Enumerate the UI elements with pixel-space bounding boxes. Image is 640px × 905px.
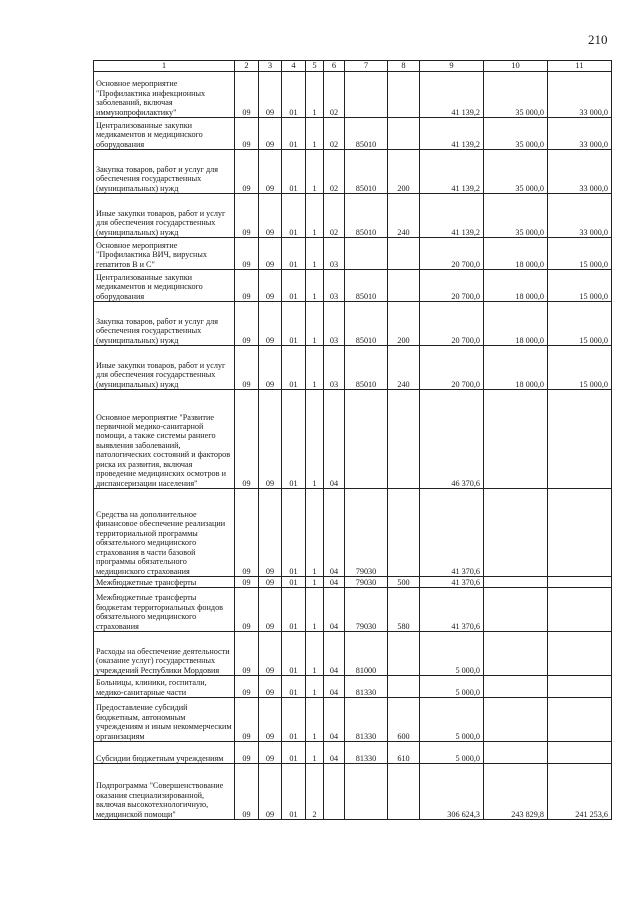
column-header-10: 10 bbox=[484, 61, 548, 72]
header-row bbox=[94, 61, 612, 72]
cell-event-code: 04 bbox=[324, 632, 345, 676]
cell-amount-year3: 241 253,6 bbox=[548, 764, 612, 820]
cell-amount-year1: 20 700,0 bbox=[420, 302, 484, 346]
cell-section-code: 09 bbox=[235, 742, 259, 764]
table-row bbox=[94, 270, 612, 302]
cell-program-code: 01 bbox=[282, 698, 306, 742]
cell-expense-type-code: 580 bbox=[388, 588, 420, 632]
cell-amount-year3 bbox=[548, 676, 612, 698]
cell-subprogram-code: 1 bbox=[306, 194, 324, 238]
column-header-4: 4 bbox=[282, 61, 306, 72]
cell-direction-code: 85010 bbox=[345, 302, 388, 346]
cell-amount-year3: 33 000,0 bbox=[548, 150, 612, 194]
cell-amount-year3: 15 000,0 bbox=[548, 270, 612, 302]
cell-subprogram-code: 1 bbox=[306, 390, 324, 489]
cell-expense-type-code: 200 bbox=[388, 302, 420, 346]
cell-amount-year3: 15 000,0 bbox=[548, 302, 612, 346]
cell-amount-year2: 243 829,8 bbox=[484, 764, 548, 820]
cell-expense-type-code bbox=[388, 764, 420, 820]
cell-expense-type-code bbox=[388, 390, 420, 489]
column-header-8: 8 bbox=[388, 61, 420, 72]
cell-section-code: 09 bbox=[235, 577, 259, 588]
cell-event-code bbox=[324, 764, 345, 820]
cell-expense-type-code: 240 bbox=[388, 194, 420, 238]
cell-program-code: 01 bbox=[282, 346, 306, 390]
cell-expense-type-code bbox=[388, 238, 420, 270]
cell-event-code: 04 bbox=[324, 489, 345, 577]
column-header-6: 6 bbox=[324, 61, 345, 72]
cell-section-code: 09 bbox=[235, 588, 259, 632]
cell-direction-code: 85010 bbox=[345, 118, 388, 150]
cell-name: Больницы, клиники, госпитали, медико-санитарные части bbox=[94, 676, 235, 698]
cell-amount-year1: 20 700,0 bbox=[420, 238, 484, 270]
cell-event-code: 04 bbox=[324, 588, 345, 632]
cell-event-code: 03 bbox=[324, 238, 345, 270]
table-row bbox=[94, 302, 612, 346]
cell-name: Подпрограмма "Совершенствование оказания специализированной, включая высокотехнологичную, медицинской помощи" bbox=[94, 764, 235, 820]
column-header-2: 2 bbox=[235, 61, 259, 72]
table-row bbox=[94, 390, 612, 489]
cell-amount-year3: 33 000,0 bbox=[548, 194, 612, 238]
cell-event-code: 04 bbox=[324, 742, 345, 764]
cell-amount-year1: 41 139,2 bbox=[420, 150, 484, 194]
cell-program-code: 01 bbox=[282, 588, 306, 632]
cell-subprogram-code: 1 bbox=[306, 489, 324, 577]
table-row bbox=[94, 588, 612, 632]
cell-program-code: 01 bbox=[282, 238, 306, 270]
cell-program-code: 01 bbox=[282, 764, 306, 820]
cell-event-code: 02 bbox=[324, 118, 345, 150]
cell-subsection-code: 09 bbox=[259, 118, 282, 150]
cell-subsection-code: 09 bbox=[259, 238, 282, 270]
cell-amount-year2: 35 000,0 bbox=[484, 118, 548, 150]
cell-name: Предоставление субсидий бюджетным, автономным учреждениям и иным некоммерческим организациям bbox=[94, 698, 235, 742]
cell-program-code: 01 bbox=[282, 676, 306, 698]
cell-name: Основное мероприятие "Профилактика ВИЧ, вирусных гепатитов В и С" bbox=[94, 238, 235, 270]
cell-amount-year1: 46 370,6 bbox=[420, 390, 484, 489]
cell-name: Иные закупки товаров, работ и услуг для обеспечения государственных (муниципальных) нужд bbox=[94, 346, 235, 390]
cell-direction-code: 81000 bbox=[345, 632, 388, 676]
cell-amount-year3 bbox=[548, 698, 612, 742]
cell-event-code: 04 bbox=[324, 676, 345, 698]
cell-subsection-code: 09 bbox=[259, 270, 282, 302]
cell-direction-code: 81330 bbox=[345, 742, 388, 764]
cell-section-code: 09 bbox=[235, 270, 259, 302]
cell-name: Средства на дополнительное финансовое обеспечение реализации территориальной программы обязательного медицинского страхования в части базовой программы обязательного медицинского страхования bbox=[94, 489, 235, 577]
cell-amount-year2 bbox=[484, 577, 548, 588]
cell-amount-year3 bbox=[548, 489, 612, 577]
cell-subprogram-code: 1 bbox=[306, 302, 324, 346]
table-row bbox=[94, 238, 612, 270]
cell-amount-year3 bbox=[548, 742, 612, 764]
cell-section-code: 09 bbox=[235, 72, 259, 118]
cell-expense-type-code bbox=[388, 72, 420, 118]
cell-name: Централизованные закупки медикаментов и медицинского оборудования bbox=[94, 118, 235, 150]
cell-amount-year2: 18 000,0 bbox=[484, 346, 548, 390]
table-row bbox=[94, 72, 612, 118]
cell-subprogram-code: 1 bbox=[306, 632, 324, 676]
cell-amount-year1: 41 370,6 bbox=[420, 489, 484, 577]
cell-program-code: 01 bbox=[282, 150, 306, 194]
cell-amount-year2 bbox=[484, 742, 548, 764]
cell-amount-year2: 18 000,0 bbox=[484, 302, 548, 346]
cell-amount-year1: 20 700,0 bbox=[420, 270, 484, 302]
cell-direction-code: 81330 bbox=[345, 676, 388, 698]
cell-subsection-code: 09 bbox=[259, 489, 282, 577]
cell-event-code: 02 bbox=[324, 72, 345, 118]
cell-amount-year1: 20 700,0 bbox=[420, 346, 484, 390]
cell-section-code: 09 bbox=[235, 150, 259, 194]
table-row bbox=[94, 489, 612, 577]
table-row bbox=[94, 764, 612, 820]
cell-amount-year3 bbox=[548, 588, 612, 632]
cell-subsection-code: 09 bbox=[259, 390, 282, 489]
cell-program-code: 01 bbox=[282, 489, 306, 577]
cell-subprogram-code: 1 bbox=[306, 588, 324, 632]
cell-amount-year2 bbox=[484, 489, 548, 577]
cell-amount-year1: 306 624,3 bbox=[420, 764, 484, 820]
cell-amount-year2 bbox=[484, 698, 548, 742]
column-header-5: 5 bbox=[306, 61, 324, 72]
column-header-3: 3 bbox=[259, 61, 282, 72]
cell-amount-year1: 5 000,0 bbox=[420, 742, 484, 764]
cell-program-code: 01 bbox=[282, 302, 306, 346]
cell-amount-year2 bbox=[484, 632, 548, 676]
cell-amount-year1: 41 370,6 bbox=[420, 588, 484, 632]
cell-direction-code: 79030 bbox=[345, 588, 388, 632]
cell-section-code: 09 bbox=[235, 346, 259, 390]
table-row bbox=[94, 742, 612, 764]
cell-program-code: 01 bbox=[282, 390, 306, 489]
table-row bbox=[94, 150, 612, 194]
cell-amount-year2: 35 000,0 bbox=[484, 72, 548, 118]
cell-subprogram-code: 1 bbox=[306, 698, 324, 742]
cell-direction-code bbox=[345, 238, 388, 270]
cell-subprogram-code: 1 bbox=[306, 118, 324, 150]
cell-amount-year2: 35 000,0 bbox=[484, 150, 548, 194]
cell-subprogram-code: 1 bbox=[306, 238, 324, 270]
cell-subsection-code: 09 bbox=[259, 72, 282, 118]
cell-subprogram-code: 1 bbox=[306, 577, 324, 588]
cell-subprogram-code: 1 bbox=[306, 676, 324, 698]
cell-direction-code: 85010 bbox=[345, 150, 388, 194]
cell-expense-type-code bbox=[388, 489, 420, 577]
cell-section-code: 09 bbox=[235, 194, 259, 238]
cell-amount-year3: 15 000,0 bbox=[548, 346, 612, 390]
cell-name: Закупка товаров, работ и услуг для обеспечения государственных (муниципальных) нужд bbox=[94, 150, 235, 194]
cell-program-code: 01 bbox=[282, 632, 306, 676]
cell-expense-type-code: 500 bbox=[388, 577, 420, 588]
table-row bbox=[94, 194, 612, 238]
cell-name: Централизованные закупки медикаментов и медицинского оборудования bbox=[94, 270, 235, 302]
column-header-1: 1 bbox=[94, 61, 235, 72]
table-row bbox=[94, 632, 612, 676]
cell-amount-year2: 18 000,0 bbox=[484, 270, 548, 302]
cell-subsection-code: 09 bbox=[259, 742, 282, 764]
cell-section-code: 09 bbox=[235, 676, 259, 698]
cell-amount-year1: 5 000,0 bbox=[420, 676, 484, 698]
cell-amount-year3 bbox=[548, 390, 612, 489]
cell-event-code: 04 bbox=[324, 390, 345, 489]
cell-direction-code: 85010 bbox=[345, 270, 388, 302]
table-body bbox=[94, 72, 612, 820]
cell-section-code: 09 bbox=[235, 632, 259, 676]
cell-name: Иные закупки товаров, работ и услуг для обеспечения государственных (муниципальных) нужд bbox=[94, 194, 235, 238]
cell-program-code: 01 bbox=[282, 194, 306, 238]
cell-direction-code: 81330 bbox=[345, 698, 388, 742]
cell-subsection-code: 09 bbox=[259, 764, 282, 820]
table-row bbox=[94, 698, 612, 742]
cell-amount-year2 bbox=[484, 676, 548, 698]
cell-amount-year2: 18 000,0 bbox=[484, 238, 548, 270]
cell-amount-year3: 33 000,0 bbox=[548, 72, 612, 118]
cell-program-code: 01 bbox=[282, 742, 306, 764]
cell-event-code: 03 bbox=[324, 346, 345, 390]
cell-direction-code: 85010 bbox=[345, 346, 388, 390]
cell-program-code: 01 bbox=[282, 270, 306, 302]
cell-amount-year1: 41 370,6 bbox=[420, 577, 484, 588]
cell-section-code: 09 bbox=[235, 302, 259, 346]
cell-expense-type-code bbox=[388, 270, 420, 302]
cell-direction-code: 79030 bbox=[345, 577, 388, 588]
table-row bbox=[94, 346, 612, 390]
table-row bbox=[94, 676, 612, 698]
cell-subsection-code: 09 bbox=[259, 632, 282, 676]
cell-section-code: 09 bbox=[235, 489, 259, 577]
cell-event-code: 04 bbox=[324, 577, 345, 588]
cell-program-code: 01 bbox=[282, 72, 306, 118]
cell-subsection-code: 09 bbox=[259, 302, 282, 346]
cell-subsection-code: 09 bbox=[259, 676, 282, 698]
cell-expense-type-code: 610 bbox=[388, 742, 420, 764]
cell-expense-type-code bbox=[388, 676, 420, 698]
cell-expense-type-code bbox=[388, 118, 420, 150]
cell-direction-code: 79030 bbox=[345, 489, 388, 577]
cell-direction-code bbox=[345, 390, 388, 489]
cell-section-code: 09 bbox=[235, 390, 259, 489]
cell-amount-year1: 41 139,2 bbox=[420, 118, 484, 150]
cell-expense-type-code: 240 bbox=[388, 346, 420, 390]
cell-subsection-code: 09 bbox=[259, 346, 282, 390]
column-header-9: 9 bbox=[420, 61, 484, 72]
cell-subsection-code: 09 bbox=[259, 577, 282, 588]
cell-subsection-code: 09 bbox=[259, 194, 282, 238]
cell-expense-type-code bbox=[388, 632, 420, 676]
cell-amount-year1: 5 000,0 bbox=[420, 698, 484, 742]
cell-section-code: 09 bbox=[235, 698, 259, 742]
cell-amount-year3: 33 000,0 bbox=[548, 118, 612, 150]
cell-amount-year2 bbox=[484, 390, 548, 489]
cell-name: Межбюджетные трансферты бюджетам территориальных фондов обязательного медицинского страхования bbox=[94, 588, 235, 632]
cell-name: Субсидии бюджетным учреждениям bbox=[94, 742, 235, 764]
cell-amount-year1: 5 000,0 bbox=[420, 632, 484, 676]
cell-subprogram-code: 1 bbox=[306, 270, 324, 302]
cell-subprogram-code: 2 bbox=[306, 764, 324, 820]
cell-direction-code: 85010 bbox=[345, 194, 388, 238]
cell-section-code: 09 bbox=[235, 118, 259, 150]
cell-direction-code bbox=[345, 72, 388, 118]
cell-event-code: 02 bbox=[324, 150, 345, 194]
cell-section-code: 09 bbox=[235, 764, 259, 820]
cell-amount-year3 bbox=[548, 577, 612, 588]
cell-amount-year1: 41 139,2 bbox=[420, 194, 484, 238]
budget-table bbox=[93, 60, 612, 820]
cell-event-code: 03 bbox=[324, 302, 345, 346]
column-header-7: 7 bbox=[345, 61, 388, 72]
cell-name: Основное мероприятие "Профилактика инфекционных заболеваний, включая иммунопрофилактику" bbox=[94, 72, 235, 118]
cell-amount-year2 bbox=[484, 588, 548, 632]
cell-name: Расходы на обеспечение деятельности (оказание услуг) государственных учреждений Республики Мордовия bbox=[94, 632, 235, 676]
cell-expense-type-code: 600 bbox=[388, 698, 420, 742]
cell-section-code: 09 bbox=[235, 238, 259, 270]
cell-subprogram-code: 1 bbox=[306, 150, 324, 194]
cell-amount-year2: 35 000,0 bbox=[484, 194, 548, 238]
cell-event-code: 04 bbox=[324, 698, 345, 742]
cell-program-code: 01 bbox=[282, 118, 306, 150]
column-header-11: 11 bbox=[548, 61, 612, 72]
cell-subsection-code: 09 bbox=[259, 588, 282, 632]
table-header bbox=[94, 61, 612, 72]
table-row bbox=[94, 118, 612, 150]
cell-subprogram-code: 1 bbox=[306, 742, 324, 764]
cell-amount-year3: 15 000,0 bbox=[548, 238, 612, 270]
cell-amount-year1: 41 139,2 bbox=[420, 72, 484, 118]
table-row bbox=[94, 577, 612, 588]
cell-name: Межбюджетные трансферты bbox=[94, 577, 235, 588]
cell-expense-type-code: 200 bbox=[388, 150, 420, 194]
cell-name: Основное мероприятие "Развитие первичной медико-санитарной помощи, а также системы раннего выявления заболеваний, патологических состояний и факторов риска их развития, включая проведение медицинских осмотров и диспансеризации населения" bbox=[94, 390, 235, 489]
cell-event-code: 02 bbox=[324, 194, 345, 238]
cell-subprogram-code: 1 bbox=[306, 72, 324, 118]
cell-program-code: 01 bbox=[282, 577, 306, 588]
cell-direction-code bbox=[345, 764, 388, 820]
cell-amount-year3 bbox=[548, 632, 612, 676]
cell-subprogram-code: 1 bbox=[306, 346, 324, 390]
cell-subsection-code: 09 bbox=[259, 150, 282, 194]
cell-subsection-code: 09 bbox=[259, 698, 282, 742]
cell-event-code: 03 bbox=[324, 270, 345, 302]
page-number: 210 bbox=[588, 32, 608, 47]
cell-name: Закупка товаров, работ и услуг для обеспечения государственных (муниципальных) нужд bbox=[94, 302, 235, 346]
